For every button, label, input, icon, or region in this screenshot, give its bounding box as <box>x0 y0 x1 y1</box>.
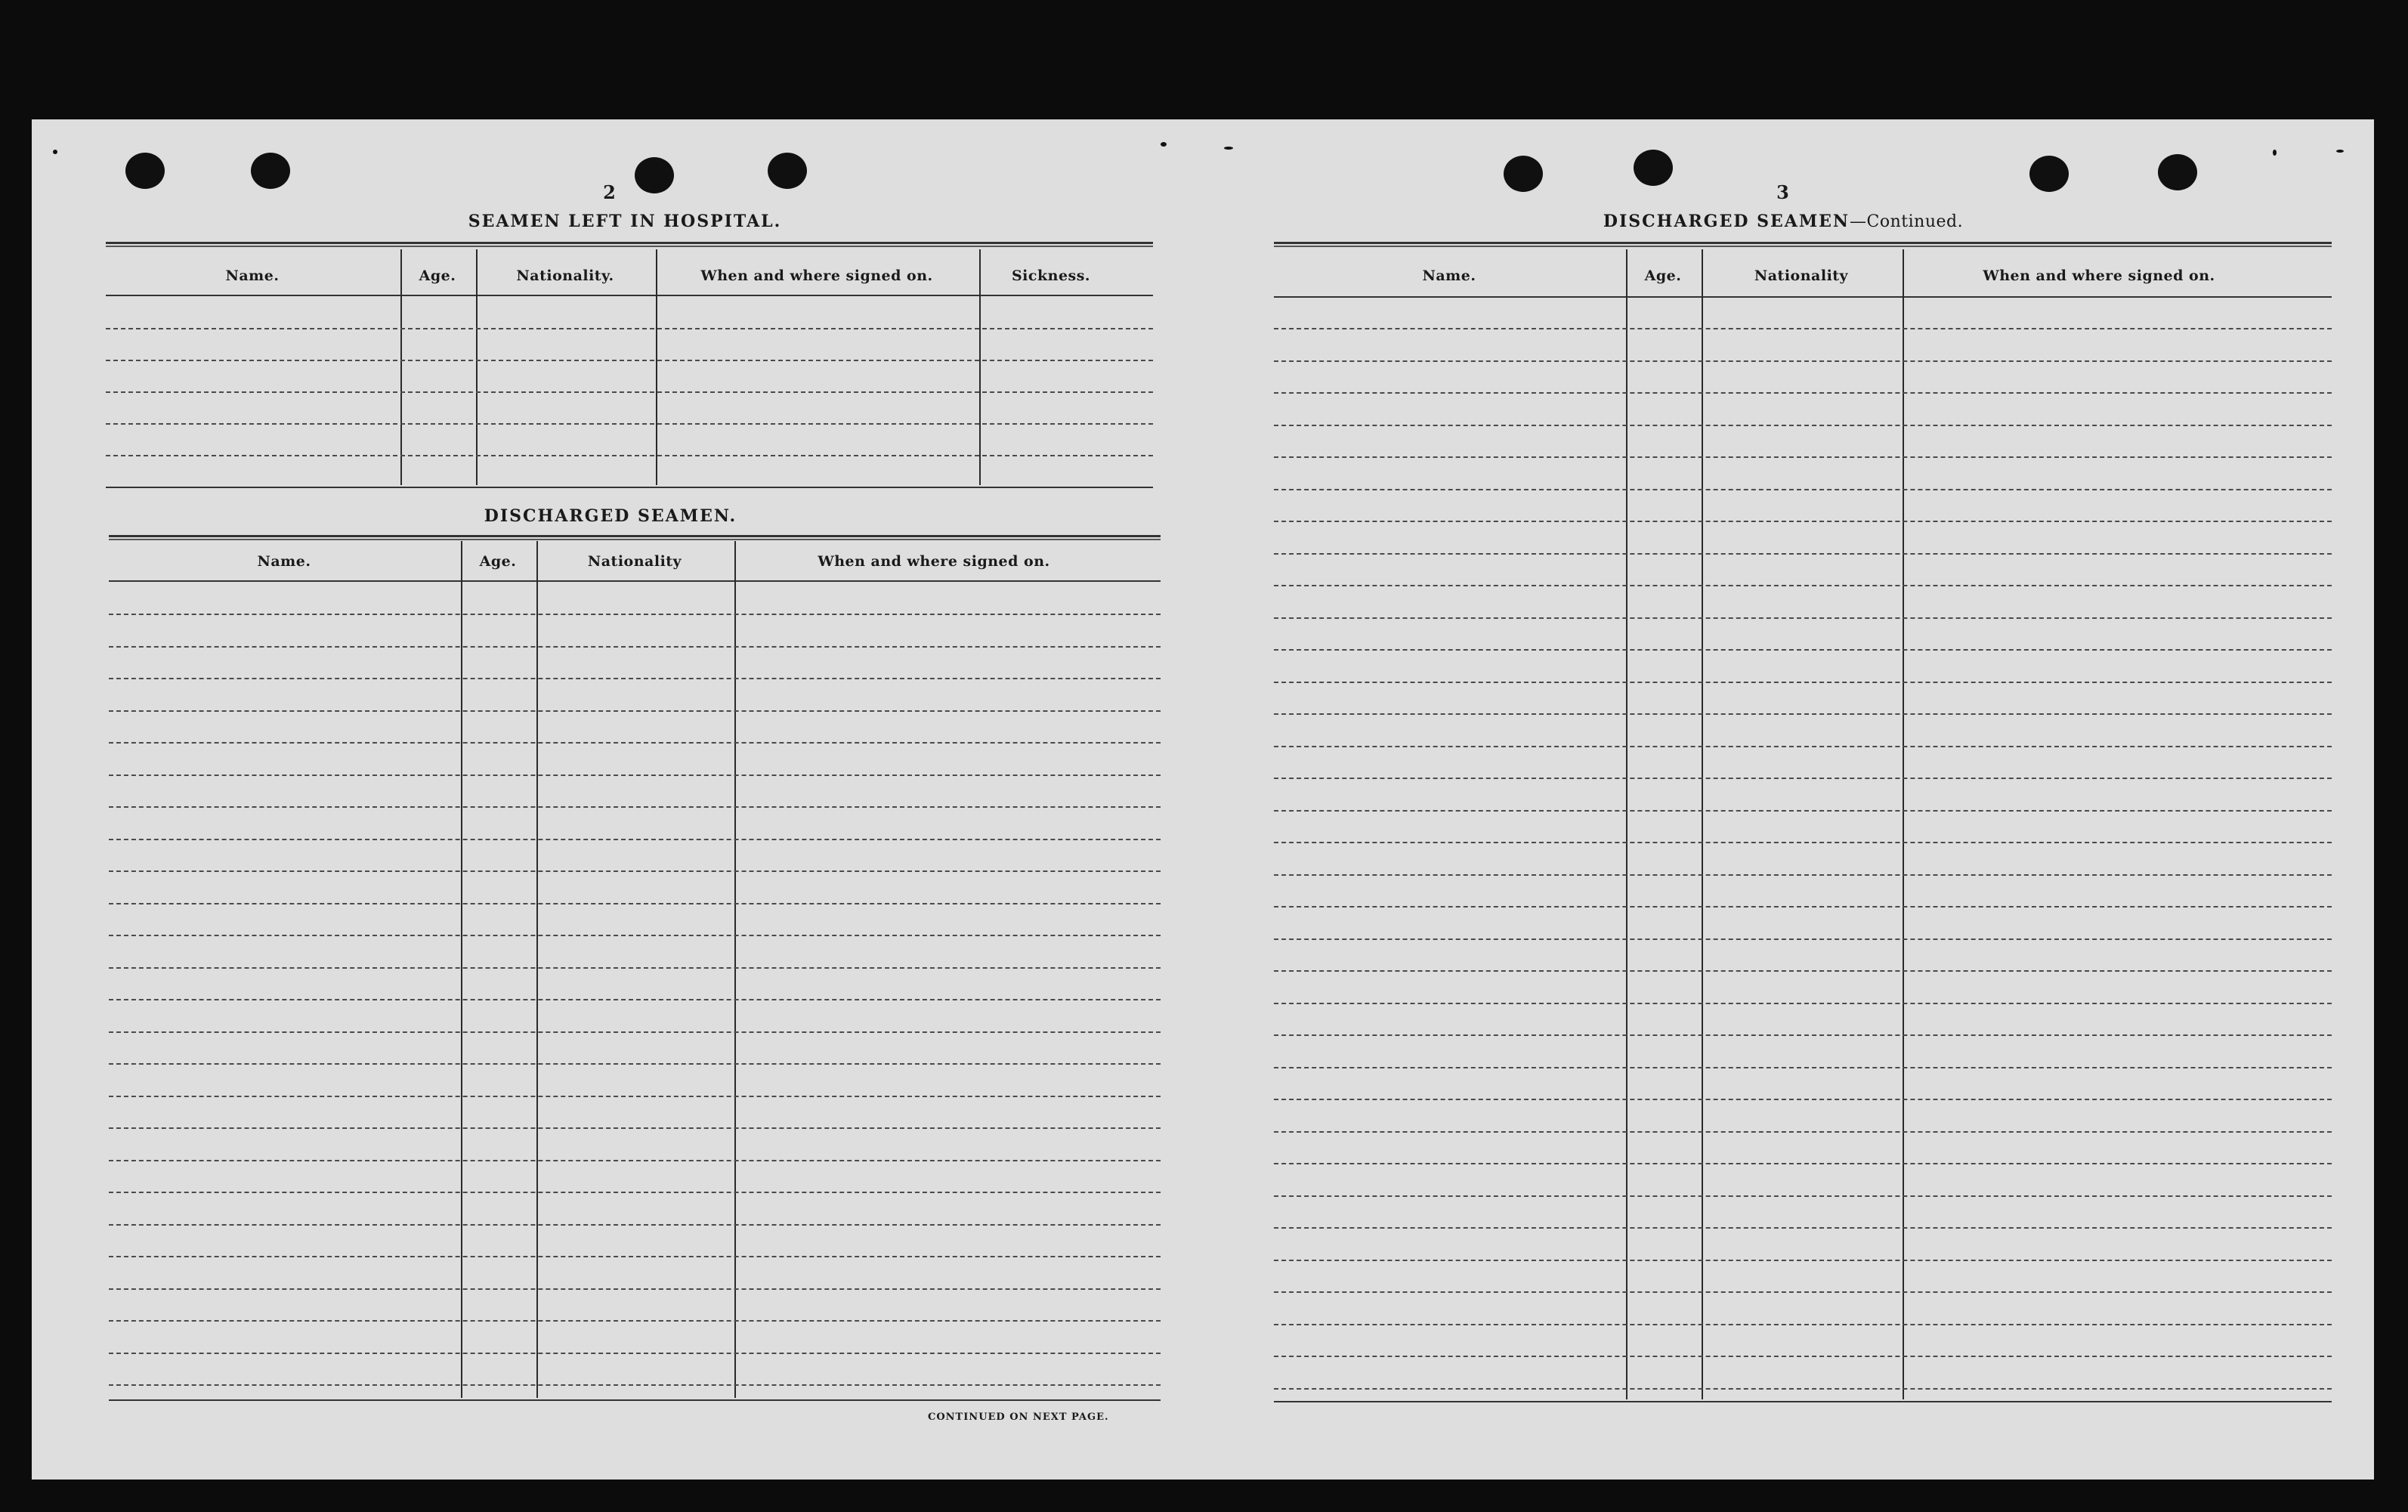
column-divider <box>536 541 538 1398</box>
hospital-table <box>106 242 1153 499</box>
column-header-when-where: When and where signed on. <box>700 267 933 284</box>
entry-row <box>109 870 1161 872</box>
entry-row <box>106 391 1153 393</box>
entry-row <box>109 1288 1161 1290</box>
header-rule <box>1274 296 2332 298</box>
speck <box>2273 150 2277 156</box>
entry-row <box>106 455 1153 456</box>
binder-hole <box>1634 150 1673 186</box>
column-header-sickness: Sickness. <box>1011 267 1091 284</box>
entry-row <box>109 839 1161 840</box>
entry-row <box>109 1320 1161 1322</box>
entry-row <box>1274 810 2332 812</box>
entry-row <box>109 775 1161 776</box>
section-title-text: DISCHARGED SEAMEN <box>1603 212 1850 231</box>
entry-row <box>1274 906 2332 908</box>
section-title-suffix: —Continued. <box>1850 212 1964 231</box>
column-header-age: Age. <box>419 267 456 284</box>
table-bottom-rule <box>1274 1401 2332 1402</box>
discharged-section-title: DISCHARGED SEAMEN. <box>484 506 737 526</box>
column-divider <box>979 249 981 485</box>
page-number: 2 <box>603 181 617 203</box>
entry-row <box>1274 456 2332 458</box>
table-bottom-rule <box>109 1399 1161 1401</box>
entry-row <box>109 1063 1161 1065</box>
entry-row <box>109 935 1161 936</box>
continued-note: CONTINUED ON NEXT PAGE. <box>928 1412 1109 1423</box>
speck <box>1161 142 1167 147</box>
entry-row <box>1274 1003 2332 1004</box>
entry-row <box>109 1224 1161 1226</box>
entry-row <box>1274 1163 2332 1164</box>
discharged-continued-table <box>1274 242 2332 1402</box>
entry-row <box>1274 1067 2332 1068</box>
column-divider <box>656 249 657 485</box>
speck <box>1224 147 1233 150</box>
entry-row <box>1274 360 2332 362</box>
table-top-rule <box>109 535 1161 540</box>
entry-row <box>1274 1260 2332 1261</box>
column-divider <box>734 541 736 1398</box>
column-header-nationality: Nationality <box>587 553 682 570</box>
table-top-rule <box>106 242 1153 247</box>
entry-row <box>1274 1131 2332 1133</box>
entry-row <box>1274 746 2332 747</box>
entry-row <box>1274 425 2332 426</box>
entry-row <box>1274 392 2332 394</box>
entry-row <box>106 328 1153 329</box>
column-header-name: Name. <box>1422 267 1476 284</box>
page-number: 3 <box>1776 181 1790 203</box>
entry-row <box>109 646 1161 648</box>
column-header-nationality: Nationality. <box>516 267 614 284</box>
entry-row <box>109 678 1161 679</box>
entry-row <box>109 1384 1161 1386</box>
binder-hole <box>251 153 290 189</box>
entry-row <box>1274 1099 2332 1100</box>
entry-row <box>109 1353 1161 1354</box>
entry-row <box>109 710 1161 712</box>
entry-row <box>1274 970 2332 972</box>
entry-row <box>109 614 1161 615</box>
column-header-age: Age. <box>1644 267 1682 284</box>
entry-row <box>1274 1388 2332 1390</box>
discharged-table <box>109 535 1161 1401</box>
speck <box>2336 150 2344 153</box>
binder-hole <box>2029 156 2069 192</box>
entry-row <box>1274 1324 2332 1325</box>
column-header-when-where: When and where signed on. <box>818 553 1050 570</box>
entry-row <box>109 1096 1161 1097</box>
entry-row <box>1274 328 2332 329</box>
hospital-section-title: SEAMEN LEFT IN HOSPITAL. <box>468 212 782 231</box>
binder-hole <box>635 157 674 193</box>
entry-row <box>1274 874 2332 876</box>
column-divider <box>461 541 462 1398</box>
entry-row <box>1274 778 2332 779</box>
discharged-continued-title <box>1603 212 1963 231</box>
table-top-rule <box>1274 242 2332 247</box>
entry-row <box>106 360 1153 361</box>
entry-row <box>109 1192 1161 1193</box>
entry-row <box>1274 553 2332 555</box>
entry-row <box>1274 1356 2332 1357</box>
entry-row <box>109 1256 1161 1257</box>
column-divider <box>476 249 478 485</box>
entry-row <box>109 806 1161 808</box>
entry-row <box>1274 1291 2332 1293</box>
column-header-nationality: Nationality <box>1754 267 1849 284</box>
entry-row <box>1274 1034 2332 1036</box>
entry-row <box>109 903 1161 904</box>
entry-row <box>109 967 1161 969</box>
binder-hole <box>1504 156 1543 192</box>
column-header-name: Name. <box>257 553 311 570</box>
entry-row <box>109 1127 1161 1129</box>
entry-row <box>109 999 1161 1000</box>
entry-row <box>1274 1195 2332 1197</box>
binder-hole <box>125 153 165 189</box>
entry-row <box>1274 682 2332 683</box>
entry-row <box>109 1160 1161 1161</box>
entry-row <box>1274 489 2332 490</box>
speck <box>53 150 57 154</box>
entry-row <box>1274 649 2332 651</box>
header-rule <box>106 295 1153 296</box>
entry-row <box>109 742 1161 744</box>
column-header-name: Name. <box>225 267 280 284</box>
entry-row <box>1274 938 2332 940</box>
document-sheet <box>32 119 2374 1480</box>
entry-row <box>106 423 1153 425</box>
binder-hole <box>768 153 807 189</box>
entry-row <box>1274 842 2332 843</box>
entry-row <box>1274 1227 2332 1229</box>
entry-row <box>1274 521 2332 522</box>
binder-hole <box>2158 154 2197 190</box>
column-header-age: Age. <box>479 553 517 570</box>
entry-row <box>1274 585 2332 586</box>
column-divider <box>400 249 402 485</box>
entry-row <box>1274 617 2332 619</box>
table-bottom-rule <box>106 487 1153 488</box>
entry-row <box>1274 713 2332 715</box>
entry-row <box>109 1031 1161 1033</box>
header-rule <box>109 580 1161 582</box>
column-header-when-where: When and where signed on. <box>1983 267 2215 284</box>
